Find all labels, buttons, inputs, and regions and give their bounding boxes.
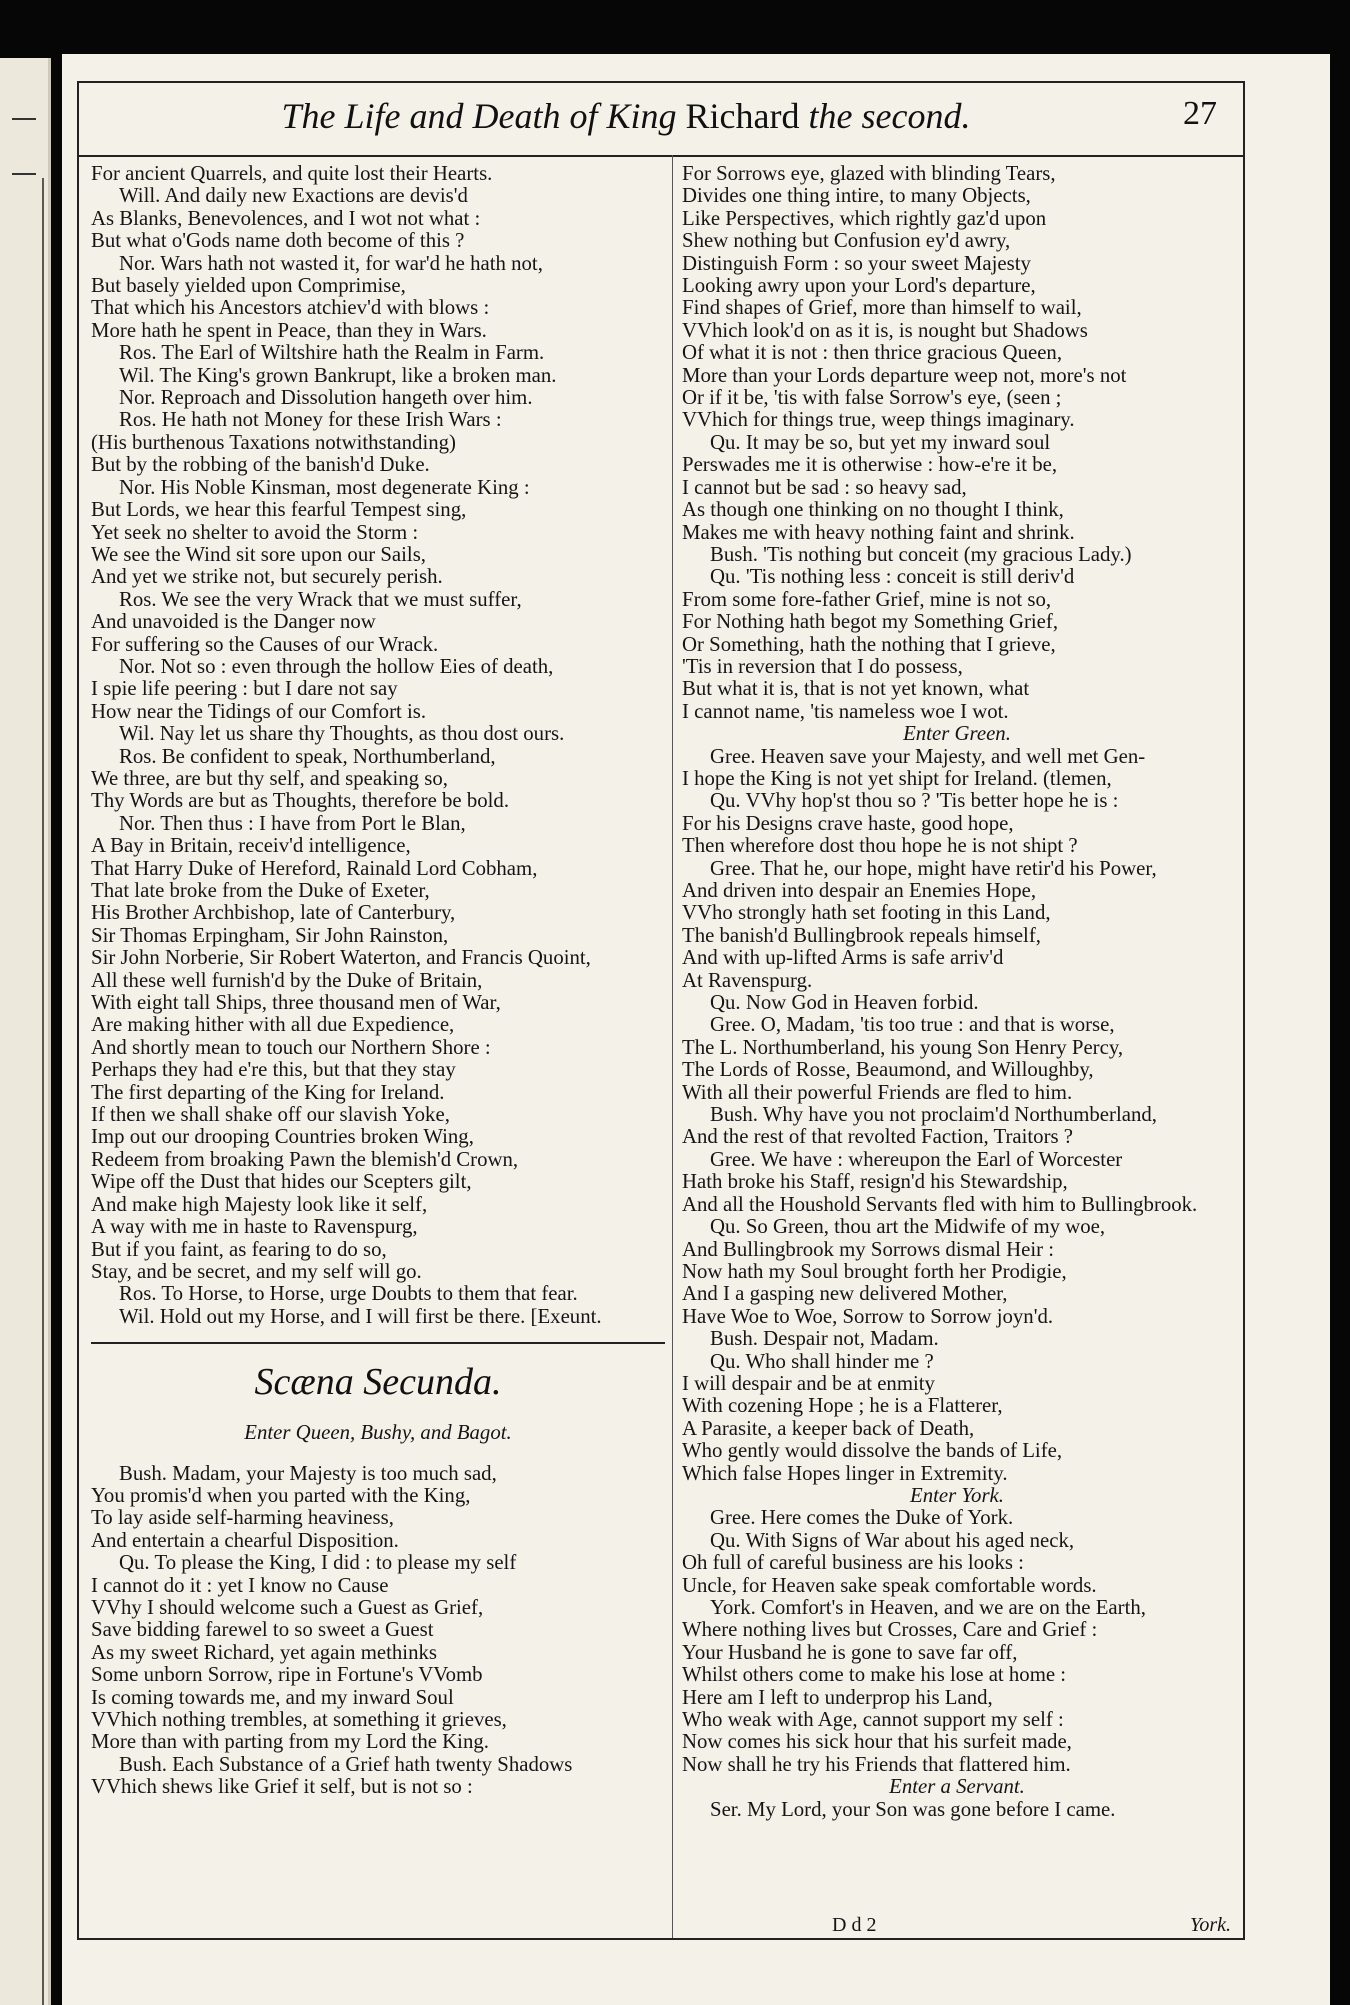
verse-line: Or Something, hath the nothing that I grieve, — [682, 632, 1056, 656]
verse-line: Redeem from broaking Pawn the blemish'd Crown, — [91, 1147, 519, 1171]
verse-line: Hath broke his Staff, resign'd his Stewardship, — [682, 1170, 1068, 1194]
verse-line: Imp out our drooping Countries broken Wing, — [91, 1125, 474, 1149]
verse-line: Qu. 'Tis nothing less : conceit is still deriv'd — [710, 565, 1075, 589]
verse-line: If then we shall shake off our slavish Yoke, — [91, 1103, 450, 1127]
verse-line: And the rest of that revolted Faction, Traitors ? — [682, 1125, 1074, 1149]
previous-page-edge — [0, 58, 51, 2005]
verse-line: I cannot do it : yet I know no Cause — [91, 1573, 389, 1597]
verse-line: Wipe off the Dust that hides our Scepters gilt, — [91, 1170, 472, 1194]
verse-line: And Bullingbrook my Sorrows dismal Heir : — [682, 1237, 1055, 1261]
scene-stage-direction: Enter Queen, Bushy, and Bagot. — [244, 1421, 512, 1445]
running-title — [79, 95, 1173, 137]
stage-direction: Enter a Servant. — [889, 1775, 1025, 1799]
scene-divider-rule — [91, 1342, 665, 1344]
verse-line: With eight tall Ships, three thousand men of War, — [91, 991, 501, 1015]
verse-line: And all the Houshold Servants fled with him to Bullingbrook. — [682, 1192, 1198, 1216]
title-rest: the second. — [808, 96, 971, 136]
verse-line: The first departing of the King for Ireland. — [91, 1080, 445, 1104]
verse-line: Who weak with Age, cannot support my self : — [682, 1708, 1064, 1732]
verse-line: For ancient Quarrels, and quite lost their Hearts. — [91, 163, 493, 185]
verse-line: To lay aside self-harming heaviness, — [91, 1506, 394, 1530]
verse-line: Nor. Reproach and Dissolution hangeth over him. — [119, 386, 533, 410]
verse-line: More hath he spent in Peace, than they in Wars. — [91, 318, 487, 342]
signature-mark: D d 2 — [832, 1914, 877, 1936]
verse-line: Looking awry upon your Lord's departure, — [682, 274, 1036, 298]
verse-line: As my sweet Richard, yet again methinks — [91, 1640, 437, 1664]
verse-line: Ros. Be confident to speak, Northumberland, — [119, 744, 496, 768]
verse-line: How near the Tidings of our Comfort is. — [91, 699, 427, 723]
verse-line: Gree. Here comes the Duke of York. — [710, 1506, 1014, 1530]
scene-title: Scæna Secunda. — [254, 1361, 502, 1404]
verse-line: But what it is, that is not yet known, what — [682, 677, 1030, 701]
verse-line: From some fore-father Grief, mine is not so, — [682, 587, 1052, 611]
left-column-lines-after — [91, 1463, 665, 1799]
verse-line: (His burthenous Taxations notwithstanding) — [91, 430, 456, 454]
verse-line: For his Designs crave haste, good hope, — [682, 811, 1014, 835]
verse-line: We see the Wind sit sore upon our Sails, — [91, 542, 427, 566]
verse-line: Ros. To Horse, to Horse, urge Doubts to them that fear. — [119, 1282, 578, 1306]
verse-line: Thy Words are but as Thoughts, therefore be bold. — [91, 789, 510, 813]
verse-line: Save bidding farewel to so sweet a Guest — [91, 1618, 434, 1642]
verse-line: And yet we strike not, but securely perish. — [91, 565, 443, 589]
verse-line: Nor. Then thus : I have from Port le Blan, — [119, 811, 466, 835]
verse-line: Ros. We see the very Wrack that we must suffer, — [119, 587, 522, 611]
verse-line: Qu. It may be so, but yet my inward soul — [710, 430, 1051, 454]
verse-line: Nor. His Noble Kinsman, most degenerate King : — [119, 475, 530, 499]
verse-line: Qu. Now God in Heaven forbid. — [710, 991, 979, 1015]
verse-line: Gree. We have : whereupon the Earl of Worcester — [710, 1147, 1123, 1171]
verse-line: That late broke from the Duke of Exeter, — [91, 879, 430, 902]
verse-line: And entertain a chearful Disposition. — [91, 1528, 399, 1552]
verse-line: Distinguish Form : so your sweet Majesty — [682, 251, 1031, 275]
verse-line: VVhich nothing trembles, at something it grieves, — [91, 1708, 507, 1731]
verse-line: Gree. O, Madam, 'tis too true : and that is worse, — [710, 1013, 1115, 1037]
verse-line: That Harry Duke of Hereford, Rainald Lord Cobham, — [91, 856, 538, 880]
verse-line: Bush. Madam, your Majesty is too much sad, — [119, 1461, 497, 1485]
title-name: Richard — [685, 96, 800, 136]
verse-line: Now hath my Soul brought forth her Prodigie, — [682, 1259, 1067, 1283]
verse-line: VVho strongly hath set footing in this Land, — [682, 901, 1051, 925]
verse-line: For Sorrows eye, glazed with blinding Tears, — [682, 163, 1056, 185]
verse-line: Have Woe to Woe, Sorrow to Sorrow joyn'd. — [682, 1304, 1054, 1328]
verse-line: Some unborn Sorrow, ripe in Fortune's VVomb — [91, 1663, 483, 1687]
verse-line: And make high Majesty look like it self, — [91, 1192, 428, 1216]
verse-line: VVhich shews like Grief it self, but is not so : — [91, 1775, 473, 1799]
verse-line: With all their powerful Friends are fled to him. — [682, 1080, 1073, 1104]
verse-line: But what o'Gods name doth become of this ? — [91, 229, 465, 253]
verse-line: Bush. Each Substance of a Grief hath twenty Shadows — [119, 1752, 573, 1776]
verse-line: Qu. Who shall hinder me ? — [710, 1349, 934, 1373]
verse-line: I cannot name, 'tis nameless woe I wot. — [682, 699, 1009, 723]
left-column-lines — [91, 163, 665, 1328]
page-number: 27 — [1183, 95, 1217, 132]
verse-line: The Lords of Rosse, Beaumond, and Willoughby, — [682, 1058, 1094, 1082]
page-frame — [77, 81, 1245, 1940]
verse-line: Now shall he try his Friends that flattered him. — [682, 1752, 1071, 1776]
verse-line: Or if it be, 'tis with false Sorrow's eye, (seen ; — [682, 386, 1062, 410]
verse-line: Qu. To please the King, I did : to please my self — [119, 1551, 517, 1575]
verse-line: Where nothing lives but Crosses, Care and Grief : — [682, 1618, 1098, 1642]
verse-line: Which false Hopes linger in Extremity. — [682, 1461, 1008, 1485]
verse-line: Uncle, for Heaven sake speak comfortable words. — [682, 1573, 1097, 1597]
previous-page-rule — [12, 173, 36, 175]
verse-line: Qu. With Signs of War about his aged neck, — [710, 1528, 1075, 1552]
verse-line: VVhich for things true, weep things imaginary. — [682, 408, 1075, 432]
verse-line: Your Husband he is gone to save far off, — [682, 1640, 1018, 1664]
verse-line: Gree. That he, our hope, might have retir'd his Power, — [710, 856, 1157, 880]
verse-line: At Ravenspurg. — [682, 968, 813, 992]
verse-line: A way with me in haste to Ravenspurg, — [91, 1215, 418, 1239]
verse-line: But Lords, we hear this fearful Tempest sing, — [91, 498, 467, 522]
verse-line: But by the robbing of the banish'd Duke. — [91, 453, 430, 477]
verse-line: Qu. VVhy hop'st thou so ? 'Tis better hope he is : — [710, 789, 1119, 813]
previous-page-frame-edge — [42, 178, 44, 2005]
title-italic: The Life and Death of King — [281, 96, 677, 136]
verse-line: Nor. Wars hath not wasted it, for war'd he hath not, — [119, 251, 543, 275]
verse-line: Whilst others come to make his lose at home : — [682, 1663, 1067, 1687]
verse-line: VVhich look'd on as it is, is nought but Shadows — [682, 318, 1088, 342]
verse-line: Wil. Hold out my Horse, and I will first be there. [Exeunt. — [119, 1304, 602, 1328]
verse-line: The L. Northumberland, his young Son Henry Percy, — [682, 1035, 1124, 1059]
verse-line: Bush. Why have you not proclaim'd Northumberland, — [710, 1103, 1157, 1127]
verse-line: Yet seek no shelter to avoid the Storm : — [91, 520, 419, 544]
running-header — [79, 83, 1243, 157]
verse-line: You promis'd when you parted with the King, — [91, 1483, 471, 1507]
verse-line: Makes me with heavy nothing faint and shrink. — [682, 520, 1075, 544]
verse-line: All these well furnish'd by the Duke of Britain, — [91, 968, 483, 992]
verse-line: The banish'd Bullingbrook repeals himself, — [682, 923, 1041, 947]
verse-line: Here am I left to underprop his Land, — [682, 1685, 993, 1709]
verse-line: Of what it is not : then thrice gracious Queen, — [682, 341, 1063, 365]
verse-line: Qu. So Green, thou art the Midwife of my woe, — [710, 1215, 1106, 1239]
verse-line: But basely yielded upon Comprimise, — [91, 274, 406, 298]
stage-direction: Enter York. — [910, 1483, 1004, 1507]
verse-line: That which his Ancestors atchiev'd with blows : — [91, 296, 490, 320]
verse-line: As though one thinking on no thought I think, — [682, 498, 1064, 522]
verse-line: A Parasite, a keeper back of Death, — [682, 1416, 975, 1440]
verse-line: VVhy I should welcome such a Guest as Grief, — [91, 1595, 484, 1619]
verse-line: I spie life peering : but I dare not say — [91, 677, 398, 701]
verse-line: I will despair and be at enmity — [682, 1371, 935, 1395]
verse-line: Sir John Norberie, Sir Robert Waterton, and Francis Quoint, — [91, 946, 591, 970]
verse-line: Perswades me it is otherwise : how-e're it be, — [682, 453, 1058, 477]
right-column-lines — [682, 163, 1232, 1821]
verse-line: Now comes his sick hour that his surfeit made, — [682, 1730, 1072, 1754]
verse-line: Nor. Not so : even through the hollow Eies of death, — [119, 654, 554, 678]
verse-line: But if you faint, as fearing to do so, — [91, 1237, 387, 1261]
verse-line: Perhaps they had e're this, but that they stay — [91, 1058, 456, 1082]
verse-line: Gree. Heaven save your Majesty, and well met Gen- — [710, 744, 1146, 768]
stage-direction: Enter Green. — [903, 722, 1011, 746]
verse-line: As Blanks, Benevolences, and I wot not what : — [91, 206, 481, 230]
verse-line: We three, are but thy self, and speaking so, — [91, 766, 448, 790]
verse-line: Is coming towards me, and my inward Soul — [91, 1685, 454, 1709]
verse-line: Bush. Despair not, Madam. — [710, 1327, 939, 1351]
verse-line: Like Perspectives, which rightly gaz'd upon — [682, 206, 1047, 230]
verse-line: And I a gasping new delivered Mother, — [682, 1282, 1008, 1306]
verse-line: Shew nothing but Confusion ey'd awry, — [682, 229, 1011, 253]
verse-line: Ros. The Earl of Wiltshire hath the Realm in Farm. — [119, 341, 545, 365]
verse-line: Divides one thing intire, to many Objects, — [682, 184, 1031, 208]
verse-line: 'Tis in reversion that I do possess, — [682, 654, 963, 678]
verse-line: Oh full of careful business are his looks : — [682, 1551, 1024, 1575]
verse-line: And unavoided is the Danger now — [91, 610, 376, 634]
verse-line: His Brother Archbishop, late of Canterbury, — [91, 901, 456, 925]
page-footer — [682, 1914, 1231, 1938]
verse-line: More than your Lords departure weep not, more's not — [682, 363, 1127, 387]
verse-line: Sir Thomas Erpingham, Sir John Rainston, — [91, 923, 449, 947]
verse-line: Will. And daily new Exactions are devis'd — [119, 184, 468, 208]
catchword: York. — [1190, 1914, 1231, 1936]
column-divider — [672, 155, 673, 1938]
verse-line: Wil. The King's grown Bankrupt, like a broken man. — [119, 363, 557, 387]
verse-line: And shortly mean to touch our Northern Shore : — [91, 1035, 491, 1059]
verse-line: Wil. Nay let us share thy Thoughts, as thou dost ours. — [119, 722, 565, 746]
verse-line: With cozening Hope ; he is a Flatterer, — [682, 1394, 1003, 1418]
verse-line: Who gently would dissolve the bands of Life, — [682, 1439, 1063, 1463]
right-column — [682, 163, 1232, 1914]
verse-line: And with up-lifted Arms is safe arriv'd — [682, 946, 1004, 970]
verse-line: For suffering so the Causes of our Wrack. — [91, 632, 439, 656]
verse-line: Find shapes of Grief, more than himself to wail, — [682, 296, 1082, 320]
verse-line: Bush. 'Tis nothing but conceit (my gracious Lady.) — [710, 542, 1132, 566]
verse-line: Stay, and be secret, and my self will go. — [91, 1259, 422, 1283]
verse-line: A Bay in Britain, receiv'd intelligence, — [91, 834, 411, 858]
verse-line: I cannot but be sad : so heavy sad, — [682, 475, 967, 499]
verse-line: Then wherefore dost thou hope he is not shipt ? — [682, 834, 1078, 858]
previous-page-rule — [12, 118, 36, 120]
verse-line: York. Comfort's in Heaven, and we are on the Earth, — [710, 1596, 1146, 1619]
verse-line: I hope the King is not yet shipt for Ireland. (tlemen, — [682, 766, 1112, 790]
verse-line: For Nothing hath begot my Something Grief, — [682, 610, 1059, 634]
verse-line: More than with parting from my Lord the King. — [91, 1730, 489, 1754]
verse-line: Ros. He hath not Money for these Irish Wars : — [119, 408, 502, 432]
verse-line: Ser. My Lord, your Son was gone before I came. — [710, 1797, 1116, 1821]
verse-line: Are making hither with all due Expedience, — [91, 1013, 455, 1037]
left-column — [91, 163, 665, 1914]
verse-line: And driven into despair an Enemies Hope, — [682, 879, 1037, 902]
